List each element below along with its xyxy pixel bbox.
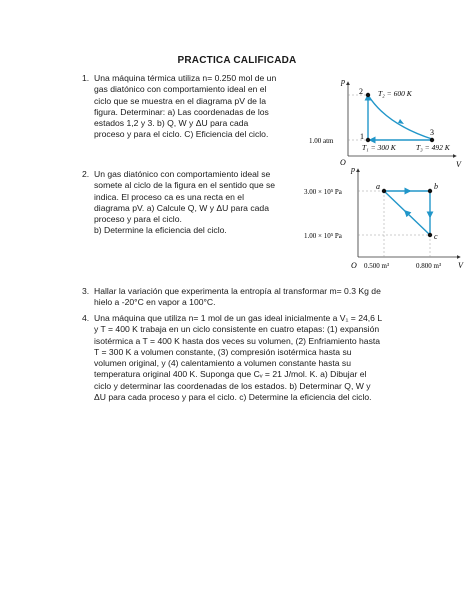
problem-number: 4. bbox=[82, 313, 90, 323]
state-point bbox=[382, 189, 386, 193]
state-point bbox=[428, 189, 432, 193]
v-tick-label: 0.500 m³ bbox=[364, 262, 390, 270]
p-axis-label: p bbox=[341, 77, 345, 86]
state-point bbox=[430, 138, 434, 142]
problem-line: gas diatónico con comportamiento ideal en el bbox=[94, 84, 267, 95]
problem-line: ciclo y determinar las coordenadas de los estados. b) Determinar Q, W y bbox=[94, 380, 371, 391]
problem-line: proceso y para el ciclo. bbox=[94, 214, 182, 225]
p-tick-label: 3.00 × 10⁵ Pa bbox=[304, 188, 342, 196]
state-point bbox=[366, 93, 370, 97]
pv-diagram-1 bbox=[306, 76, 466, 176]
problem-2 bbox=[82, 169, 314, 237]
point-label: c bbox=[434, 232, 438, 241]
state-label: 3 bbox=[430, 128, 434, 137]
problem-1 bbox=[82, 73, 314, 141]
process-line bbox=[405, 211, 430, 235]
pv-diagram-2 bbox=[300, 165, 466, 273]
problem-line: hielo a -20°C en vapor a 100°C. bbox=[94, 297, 216, 308]
v-axis-label: V bbox=[458, 261, 463, 270]
problem-line: Una máquina que utiliza n= 1 mol de un gas ideal inicialmente a V₁ = 24,6 L bbox=[94, 313, 383, 323]
origin-label: O bbox=[340, 158, 346, 167]
problem-line: temperatura original 400 K. Suponga que Cᵥ = 21 J/mol. K. a) Dibujar el bbox=[94, 369, 367, 380]
problem-line: Hallar la variación que experimenta la entropía al transformar m= 0.3 Kg de bbox=[94, 286, 381, 296]
v-tick-label: 0.800 m³ bbox=[416, 262, 442, 270]
state-label: 1 bbox=[360, 132, 364, 141]
arrow-head bbox=[398, 119, 404, 124]
problem-number: 3. bbox=[82, 286, 90, 296]
problem-line: proceso y para el ciclo. C) Eficiencia del ciclo. bbox=[94, 129, 269, 140]
problem-line: figura. Determinar: a) Las coordenadas de los bbox=[94, 106, 269, 117]
point-label: a bbox=[376, 182, 380, 191]
process-line bbox=[384, 191, 407, 213]
temperature-label: T₁ = 300 K bbox=[362, 143, 396, 152]
problem-line: ciclo que se muestra en el diagrama pV de la bbox=[94, 95, 266, 106]
page-title: PRACTICA CALIFICADA bbox=[177, 55, 297, 66]
problem-line: y T = 400 K trabaja en un ciclo consistente en cuatro etapas: (1) expansión bbox=[94, 324, 380, 335]
origin-label: O bbox=[351, 261, 357, 270]
v-axis-label: V bbox=[456, 160, 461, 169]
problem-line: ΔU para cada proceso y para el ciclo. c) Determine la eficiencia del ciclo. bbox=[94, 392, 372, 403]
problem-line: isotérmica a T = 400 K hasta dos veces su volumen, (2) Enfriamiento hasta bbox=[94, 335, 381, 346]
state-point bbox=[428, 233, 432, 237]
problem-4 bbox=[82, 313, 408, 403]
problem-line: Una máquina térmica utiliza n= 0.250 mol de un bbox=[94, 73, 277, 83]
problem-line: estados 1,2 y 3. b) Q, W y ΔU para cada bbox=[94, 118, 249, 129]
problem-line: b) Determine la eficiencia del ciclo. bbox=[94, 225, 227, 236]
problem-line: volumen original, y (4) calentamiento a volumen constante hasta su bbox=[94, 358, 351, 369]
isotherm-curve bbox=[368, 95, 432, 139]
state-label: 2 bbox=[359, 87, 363, 96]
isotherm-label: T₂ = 600 K bbox=[378, 89, 412, 98]
problem-line: indica. El proceso ca es una recta en el bbox=[94, 191, 245, 202]
temperature-label: T₃ = 492 K bbox=[416, 143, 450, 152]
problem-number: 1. bbox=[82, 73, 90, 83]
problem-3 bbox=[82, 286, 402, 309]
state-point bbox=[366, 138, 370, 142]
problem-line: diagrama pV. a) Calcule Q, W y ΔU para cada bbox=[94, 202, 269, 213]
problem-number: 2. bbox=[82, 169, 90, 179]
p-tick-label: 1.00 atm bbox=[309, 137, 334, 145]
p-axis-label: p bbox=[351, 165, 355, 174]
problem-line: somete al ciclo de la figura en el sentido que se bbox=[94, 180, 276, 191]
problem-line: Un gas diatónico con comportamiento ideal se bbox=[94, 169, 271, 179]
p-tick-label: 1.00 × 10⁵ Pa bbox=[304, 232, 342, 240]
point-label: b bbox=[434, 182, 438, 191]
problem-line: T = 300 K a volumen constante, (3) compresión isotérmica hasta su bbox=[94, 346, 352, 357]
